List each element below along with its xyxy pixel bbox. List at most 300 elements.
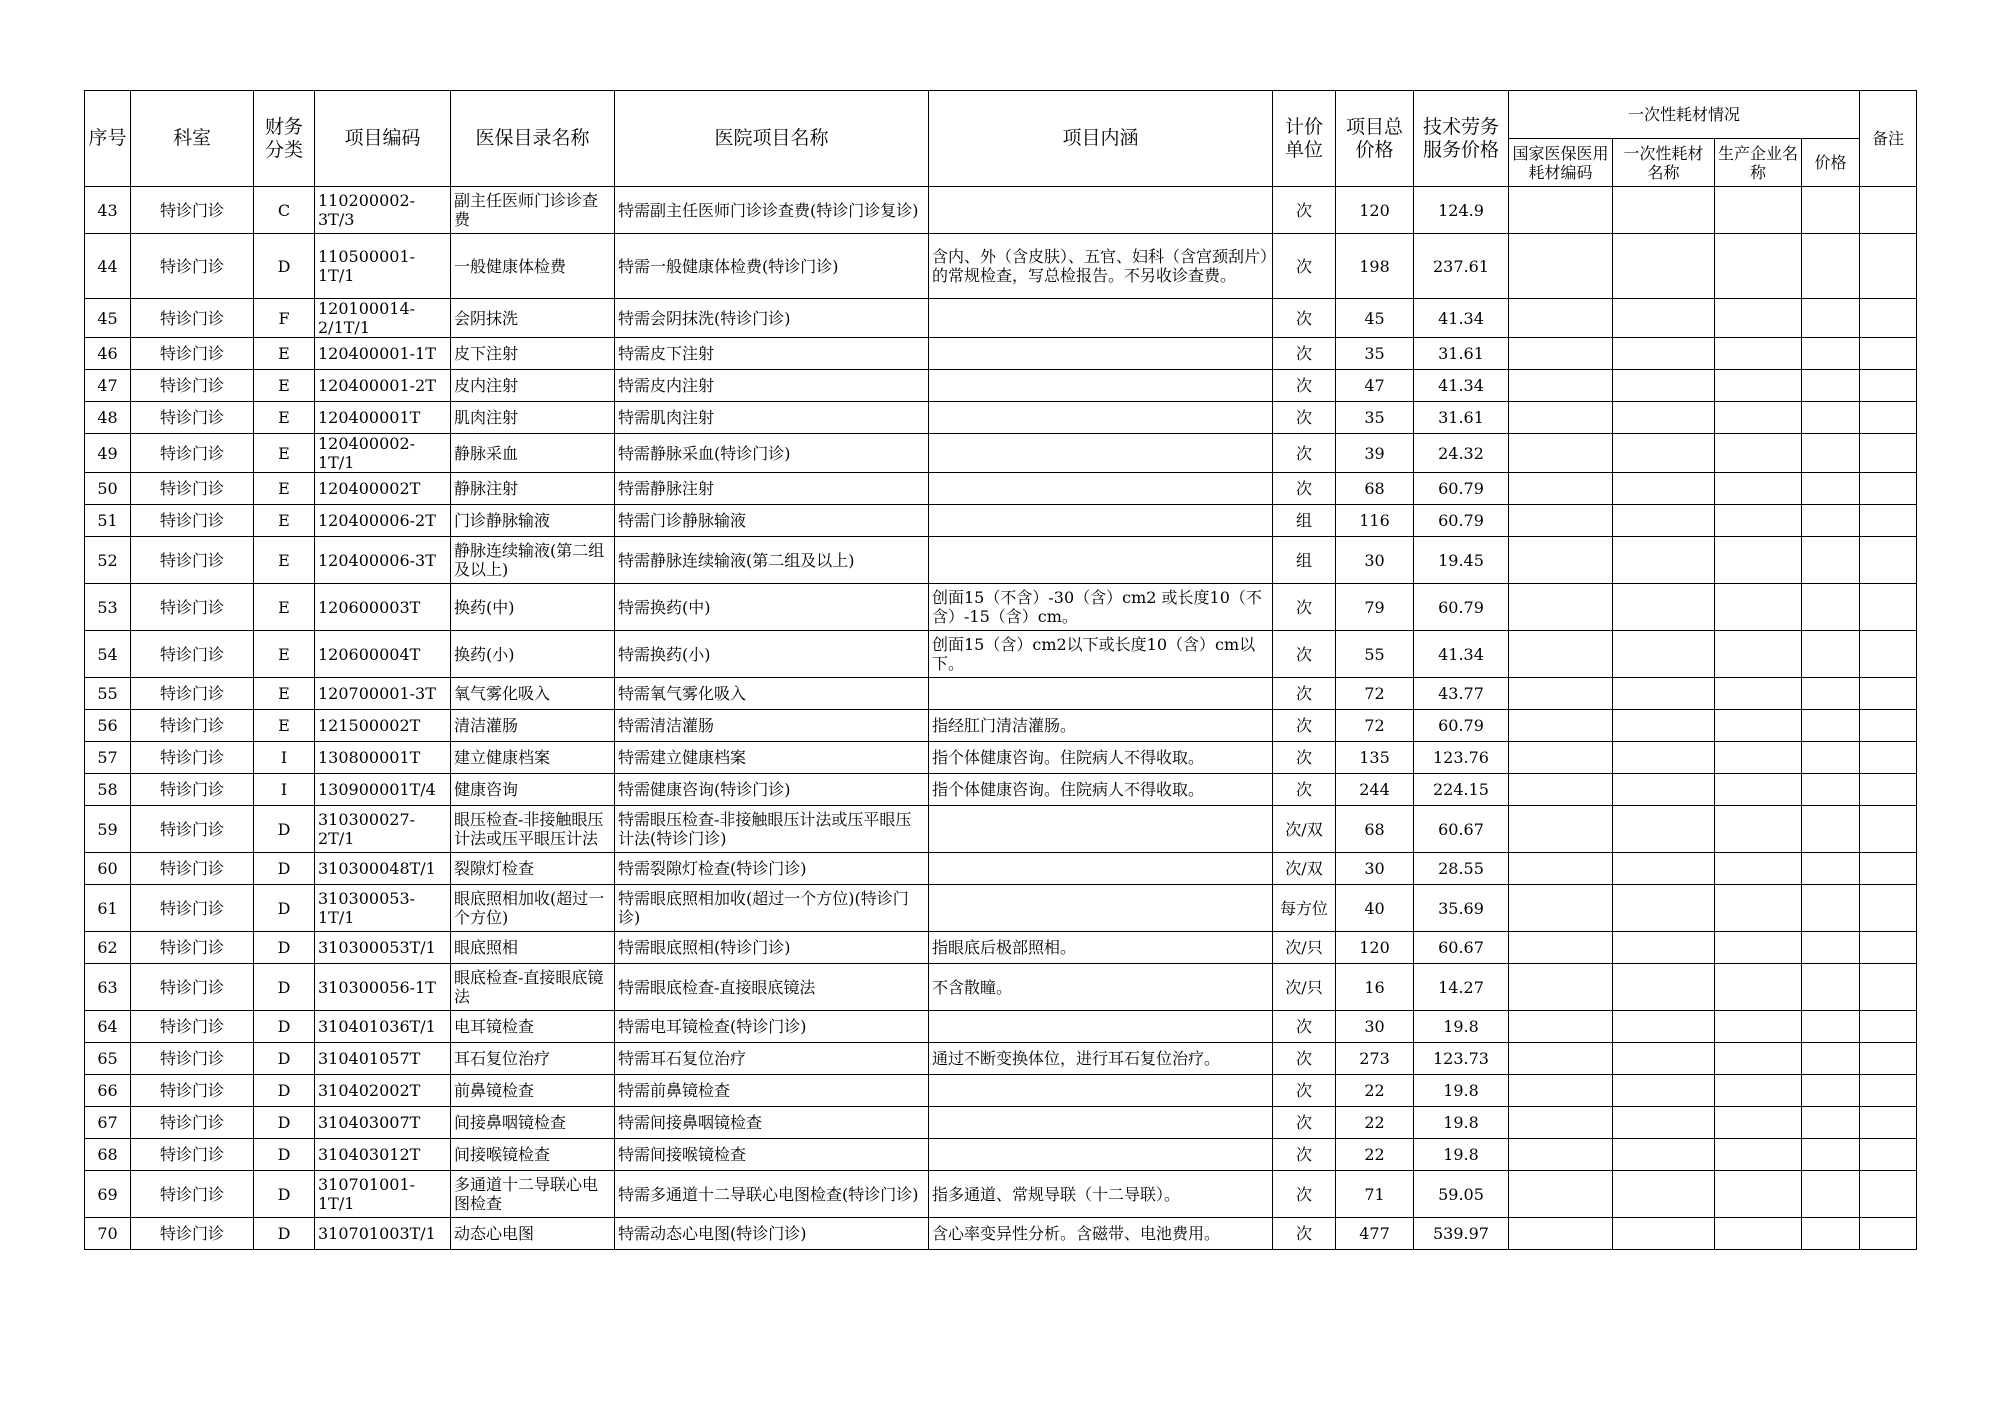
fin-category-cell: D	[254, 1218, 315, 1250]
insurance-name-cell: 眼底照相加收(超过一个方位)	[451, 885, 615, 932]
consumable-name-cell	[1613, 402, 1715, 434]
header-remark: 备注	[1860, 91, 1917, 187]
table-row	[85, 678, 1917, 710]
dept-cell: 特诊门诊	[131, 1011, 254, 1043]
insurance-name-cell: 静脉注射	[451, 473, 615, 505]
dept-cell: 特诊门诊	[131, 774, 254, 806]
seq-cell: 52	[85, 537, 131, 584]
consumable-maker-cell	[1715, 774, 1802, 806]
pricing-unit-cell: 次	[1273, 1075, 1336, 1107]
labor-price-cell: 539.97	[1414, 1218, 1509, 1250]
dept-cell: 特诊门诊	[131, 1107, 254, 1139]
header-cons-maker: 生产企业名称	[1715, 139, 1802, 187]
fin-category-cell: D	[254, 932, 315, 964]
pricing-unit-cell: 次	[1273, 631, 1336, 678]
item-code-cell: 310701001-1T/1	[315, 1171, 451, 1218]
insurance-name-cell: 换药(小)	[451, 631, 615, 678]
labor-price-cell: 19.8	[1414, 1011, 1509, 1043]
labor-price-cell: 19.8	[1414, 1139, 1509, 1171]
insurance-name-cell: 门诊静脉输液	[451, 505, 615, 537]
pricing-unit-cell: 次	[1273, 1218, 1336, 1250]
remark-cell	[1860, 1075, 1917, 1107]
consumable-price-cell	[1802, 710, 1860, 742]
remark-cell	[1860, 806, 1917, 853]
seq-cell: 70	[85, 1218, 131, 1250]
labor-price-cell: 60.79	[1414, 505, 1509, 537]
consumable-code-cell	[1509, 885, 1613, 932]
total-price-cell: 68	[1336, 806, 1414, 853]
header-cons-price: 价格	[1802, 139, 1860, 187]
total-price-cell: 16	[1336, 964, 1414, 1011]
item-content-cell: 指个体健康咨询。住院病人不得收取。	[929, 774, 1273, 806]
item-code-cell: 120400002T	[315, 473, 451, 505]
hospital-item-name-cell: 特需皮下注射	[615, 338, 929, 370]
total-price-cell: 47	[1336, 370, 1414, 402]
total-price-cell: 120	[1336, 932, 1414, 964]
pricing-unit-cell: 次	[1273, 299, 1336, 338]
dept-cell: 特诊门诊	[131, 742, 254, 774]
remark-cell	[1860, 932, 1917, 964]
item-content-cell: 通过不断变换体位，进行耳石复位治疗。	[929, 1043, 1273, 1075]
consumable-code-cell	[1509, 774, 1613, 806]
item-content-cell: 指眼底后极部照相。	[929, 932, 1273, 964]
hospital-item-name-cell: 特需门诊静脉输液	[615, 505, 929, 537]
consumable-maker-cell	[1715, 885, 1802, 932]
insurance-name-cell: 皮下注射	[451, 338, 615, 370]
consumable-name-cell	[1613, 1011, 1715, 1043]
total-price-cell: 22	[1336, 1139, 1414, 1171]
table-header	[85, 91, 1917, 187]
table-row	[85, 1218, 1917, 1250]
labor-price-cell: 124.9	[1414, 187, 1509, 234]
consumable-price-cell	[1802, 678, 1860, 710]
labor-price-cell: 59.05	[1414, 1171, 1509, 1218]
item-content-cell	[929, 1107, 1273, 1139]
item-code-cell: 120400002-1T/1	[315, 434, 451, 473]
seq-cell: 44	[85, 234, 131, 299]
remark-cell	[1860, 1139, 1917, 1171]
pricing-unit-cell: 次	[1273, 678, 1336, 710]
seq-cell: 50	[85, 473, 131, 505]
remark-cell	[1860, 1171, 1917, 1218]
labor-price-cell: 35.69	[1414, 885, 1509, 932]
consumable-price-cell	[1802, 806, 1860, 853]
item-content-cell	[929, 505, 1273, 537]
seq-cell: 60	[85, 853, 131, 885]
insurance-name-cell: 眼底检查-直接眼底镜法	[451, 964, 615, 1011]
total-price-cell: 35	[1336, 338, 1414, 370]
hospital-item-name-cell: 特需眼底照相加收(超过一个方位)(特诊门诊)	[615, 885, 929, 932]
consumable-maker-cell	[1715, 932, 1802, 964]
consumable-name-cell	[1613, 505, 1715, 537]
item-content-cell	[929, 1139, 1273, 1171]
consumable-price-cell	[1802, 473, 1860, 505]
dept-cell: 特诊门诊	[131, 710, 254, 742]
pricing-unit-cell: 次	[1273, 338, 1336, 370]
consumable-code-cell	[1509, 1043, 1613, 1075]
consumable-code-cell	[1509, 1011, 1613, 1043]
fin-category-cell: E	[254, 631, 315, 678]
labor-price-cell: 60.79	[1414, 584, 1509, 631]
consumable-name-cell	[1613, 584, 1715, 631]
consumable-maker-cell	[1715, 299, 1802, 338]
total-price-cell: 71	[1336, 1171, 1414, 1218]
labor-price-cell: 31.61	[1414, 338, 1509, 370]
insurance-name-cell: 皮内注射	[451, 370, 615, 402]
item-code-cell: 130900001T/4	[315, 774, 451, 806]
total-price-cell: 116	[1336, 505, 1414, 537]
consumable-maker-cell	[1715, 402, 1802, 434]
item-content-cell	[929, 434, 1273, 473]
total-price-cell: 30	[1336, 537, 1414, 584]
pricing-unit-cell: 每方位	[1273, 885, 1336, 932]
fin-category-cell: E	[254, 505, 315, 537]
hospital-item-name-cell: 特需静脉连续输液(第二组及以上)	[615, 537, 929, 584]
table-row	[85, 1043, 1917, 1075]
consumable-name-cell	[1613, 1075, 1715, 1107]
dept-cell: 特诊门诊	[131, 473, 254, 505]
total-price-cell: 244	[1336, 774, 1414, 806]
hospital-item-name-cell: 特需换药(中)	[615, 584, 929, 631]
labor-price-cell: 60.79	[1414, 473, 1509, 505]
insurance-name-cell: 清洁灌肠	[451, 710, 615, 742]
seq-cell: 67	[85, 1107, 131, 1139]
remark-cell	[1860, 1011, 1917, 1043]
labor-price-cell: 31.61	[1414, 402, 1509, 434]
fin-category-cell: E	[254, 338, 315, 370]
hospital-item-name-cell: 特需间接喉镜检查	[615, 1139, 929, 1171]
total-price-cell: 35	[1336, 402, 1414, 434]
consumable-name-cell	[1613, 885, 1715, 932]
dept-cell: 特诊门诊	[131, 806, 254, 853]
hospital-item-name-cell: 特需眼压检查-非接触眼压计法或压平眼压计法(特诊门诊)	[615, 806, 929, 853]
fin-category-cell: D	[254, 1107, 315, 1139]
seq-cell: 55	[85, 678, 131, 710]
item-code-cell: 310300053-1T/1	[315, 885, 451, 932]
table-row	[85, 1171, 1917, 1218]
insurance-name-cell: 眼底照相	[451, 932, 615, 964]
seq-cell: 69	[85, 1171, 131, 1218]
item-content-cell	[929, 537, 1273, 584]
consumable-maker-cell	[1715, 678, 1802, 710]
insurance-name-cell: 裂隙灯检查	[451, 853, 615, 885]
pricing-unit-cell: 次	[1273, 234, 1336, 299]
fin-category-cell: E	[254, 678, 315, 710]
header-code: 项目编码	[315, 91, 451, 187]
item-code-cell: 110500001-1T/1	[315, 234, 451, 299]
consumable-name-cell	[1613, 338, 1715, 370]
consumable-price-cell	[1802, 774, 1860, 806]
seq-cell: 68	[85, 1139, 131, 1171]
total-price-cell: 30	[1336, 1011, 1414, 1043]
consumable-code-cell	[1509, 710, 1613, 742]
pricing-unit-cell: 次/双	[1273, 853, 1336, 885]
consumable-maker-cell	[1715, 631, 1802, 678]
consumable-name-cell	[1613, 710, 1715, 742]
item-content-cell: 不含散瞳。	[929, 964, 1273, 1011]
labor-price-cell: 41.34	[1414, 631, 1509, 678]
consumable-name-cell	[1613, 1107, 1715, 1139]
consumable-name-cell	[1613, 853, 1715, 885]
fin-category-cell: D	[254, 964, 315, 1011]
table-row	[85, 434, 1917, 473]
insurance-name-cell: 建立健康档案	[451, 742, 615, 774]
item-code-cell: 310402002T	[315, 1075, 451, 1107]
item-code-cell: 110200002-3T/3	[315, 187, 451, 234]
total-price-cell: 45	[1336, 299, 1414, 338]
consumable-price-cell	[1802, 299, 1860, 338]
remark-cell	[1860, 631, 1917, 678]
remark-cell	[1860, 964, 1917, 1011]
total-price-cell: 55	[1336, 631, 1414, 678]
consumable-price-cell	[1802, 932, 1860, 964]
dept-cell: 特诊门诊	[131, 584, 254, 631]
fin-category-cell: E	[254, 710, 315, 742]
price-table-sheet	[84, 90, 1916, 1250]
item-content-cell: 含心率变异性分析。含磁带、电池费用。	[929, 1218, 1273, 1250]
insurance-name-cell: 健康咨询	[451, 774, 615, 806]
remark-cell	[1860, 338, 1917, 370]
total-price-cell: 79	[1336, 584, 1414, 631]
insurance-name-cell: 副主任医师门诊诊查费	[451, 187, 615, 234]
fin-category-cell: E	[254, 370, 315, 402]
consumable-name-cell	[1613, 932, 1715, 964]
consumable-price-cell	[1802, 1107, 1860, 1139]
labor-price-cell: 224.15	[1414, 774, 1509, 806]
item-code-cell: 120600004T	[315, 631, 451, 678]
consumable-code-cell	[1509, 299, 1613, 338]
remark-cell	[1860, 187, 1917, 234]
insurance-name-cell: 会阴抹洗	[451, 299, 615, 338]
table-row	[85, 370, 1917, 402]
seq-cell: 53	[85, 584, 131, 631]
consumable-code-cell	[1509, 1075, 1613, 1107]
header-fin: 财务分类	[254, 91, 315, 187]
consumable-code-cell	[1509, 370, 1613, 402]
dept-cell: 特诊门诊	[131, 234, 254, 299]
table-row	[85, 505, 1917, 537]
remark-cell	[1860, 853, 1917, 885]
consumable-code-cell	[1509, 964, 1613, 1011]
consumable-price-cell	[1802, 885, 1860, 932]
hospital-item-name-cell: 特需肌肉注射	[615, 402, 929, 434]
total-price-cell: 120	[1336, 187, 1414, 234]
seq-cell: 54	[85, 631, 131, 678]
seq-cell: 58	[85, 774, 131, 806]
item-code-cell: 120700001-3T	[315, 678, 451, 710]
header-hosp-name: 医院项目名称	[615, 91, 929, 187]
pricing-unit-cell: 次/双	[1273, 806, 1336, 853]
pricing-unit-cell: 次	[1273, 187, 1336, 234]
remark-cell	[1860, 885, 1917, 932]
table-row	[85, 1107, 1917, 1139]
consumable-price-cell	[1802, 187, 1860, 234]
consumable-code-cell	[1509, 505, 1613, 537]
seq-cell: 45	[85, 299, 131, 338]
fin-category-cell: D	[254, 1139, 315, 1171]
insurance-name-cell: 氧气雾化吸入	[451, 678, 615, 710]
labor-price-cell: 24.32	[1414, 434, 1509, 473]
item-content-cell: 创面15（含）cm2以下或长度10（含）cm以下。	[929, 631, 1273, 678]
insurance-name-cell: 耳石复位治疗	[451, 1043, 615, 1075]
insurance-name-cell: 电耳镜检查	[451, 1011, 615, 1043]
header-labor-price: 技术劳务服务价格	[1414, 91, 1509, 187]
consumable-name-cell	[1613, 370, 1715, 402]
remark-cell	[1860, 505, 1917, 537]
header-content: 项目内涵	[929, 91, 1273, 187]
seq-cell: 63	[85, 964, 131, 1011]
dept-cell: 特诊门诊	[131, 338, 254, 370]
item-content-cell	[929, 338, 1273, 370]
consumable-code-cell	[1509, 1218, 1613, 1250]
hospital-item-name-cell: 特需多通道十二导联心电图检查(特诊门诊)	[615, 1171, 929, 1218]
consumable-code-cell	[1509, 1171, 1613, 1218]
pricing-unit-cell: 次	[1273, 742, 1336, 774]
remark-cell	[1860, 234, 1917, 299]
hospital-item-name-cell: 特需健康咨询(特诊门诊)	[615, 774, 929, 806]
insurance-name-cell: 前鼻镜检查	[451, 1075, 615, 1107]
pricing-unit-cell: 次	[1273, 1011, 1336, 1043]
fin-category-cell: E	[254, 537, 315, 584]
dept-cell: 特诊门诊	[131, 370, 254, 402]
pricing-unit-cell: 次	[1273, 584, 1336, 631]
consumable-name-cell	[1613, 187, 1715, 234]
item-code-cell: 310701003T/1	[315, 1218, 451, 1250]
seq-cell: 47	[85, 370, 131, 402]
consumable-name-cell	[1613, 299, 1715, 338]
table-row	[85, 402, 1917, 434]
item-code-cell: 120100014-2/1T/1	[315, 299, 451, 338]
consumable-price-cell	[1802, 338, 1860, 370]
consumable-code-cell	[1509, 187, 1613, 234]
pricing-unit-cell: 组	[1273, 537, 1336, 584]
total-price-cell: 22	[1336, 1107, 1414, 1139]
hospital-item-name-cell: 特需静脉注射	[615, 473, 929, 505]
pricing-unit-cell: 次/只	[1273, 932, 1336, 964]
consumable-maker-cell	[1715, 1011, 1802, 1043]
item-content-cell	[929, 806, 1273, 853]
seq-cell: 49	[85, 434, 131, 473]
consumable-maker-cell	[1715, 505, 1802, 537]
consumable-name-cell	[1613, 806, 1715, 853]
labor-price-cell: 14.27	[1414, 964, 1509, 1011]
consumable-price-cell	[1802, 434, 1860, 473]
consumable-maker-cell	[1715, 1107, 1802, 1139]
consumable-price-cell	[1802, 370, 1860, 402]
item-code-cell: 310300048T/1	[315, 853, 451, 885]
consumable-maker-cell	[1715, 853, 1802, 885]
remark-cell	[1860, 402, 1917, 434]
fin-category-cell: I	[254, 742, 315, 774]
consumable-code-cell	[1509, 537, 1613, 584]
seq-cell: 48	[85, 402, 131, 434]
dept-cell: 特诊门诊	[131, 434, 254, 473]
hospital-item-name-cell: 特需氧气雾化吸入	[615, 678, 929, 710]
item-code-cell: 130800001T	[315, 742, 451, 774]
price-table	[84, 90, 1917, 1250]
item-content-cell	[929, 1011, 1273, 1043]
pricing-unit-cell: 次/只	[1273, 964, 1336, 1011]
remark-cell	[1860, 1107, 1917, 1139]
table-row	[85, 885, 1917, 932]
labor-price-cell: 237.61	[1414, 234, 1509, 299]
consumable-name-cell	[1613, 742, 1715, 774]
dept-cell: 特诊门诊	[131, 505, 254, 537]
consumable-name-cell	[1613, 434, 1715, 473]
item-content-cell	[929, 370, 1273, 402]
insurance-name-cell: 一般健康体检费	[451, 234, 615, 299]
table-row	[85, 1075, 1917, 1107]
dept-cell: 特诊门诊	[131, 537, 254, 584]
consumable-code-cell	[1509, 1107, 1613, 1139]
item-code-cell: 121500002T	[315, 710, 451, 742]
consumable-price-cell	[1802, 1139, 1860, 1171]
item-code-cell: 120400006-2T	[315, 505, 451, 537]
seq-cell: 43	[85, 187, 131, 234]
item-code-cell: 120400006-3T	[315, 537, 451, 584]
fin-category-cell: E	[254, 402, 315, 434]
consumable-name-cell	[1613, 234, 1715, 299]
consumable-name-cell	[1613, 631, 1715, 678]
table-row	[85, 584, 1917, 631]
hospital-item-name-cell: 特需裂隙灯检查(特诊门诊)	[615, 853, 929, 885]
pricing-unit-cell: 组	[1273, 505, 1336, 537]
fin-category-cell: D	[254, 853, 315, 885]
dept-cell: 特诊门诊	[131, 853, 254, 885]
total-price-cell: 198	[1336, 234, 1414, 299]
dept-cell: 特诊门诊	[131, 1139, 254, 1171]
dept-cell: 特诊门诊	[131, 1171, 254, 1218]
pricing-unit-cell: 次	[1273, 1139, 1336, 1171]
table-row	[85, 932, 1917, 964]
remark-cell	[1860, 742, 1917, 774]
table-row	[85, 187, 1917, 234]
consumable-price-cell	[1802, 1011, 1860, 1043]
dept-cell: 特诊门诊	[131, 964, 254, 1011]
table-row	[85, 964, 1917, 1011]
hospital-item-name-cell: 特需建立健康档案	[615, 742, 929, 774]
consumable-price-cell	[1802, 853, 1860, 885]
seq-cell: 59	[85, 806, 131, 853]
seq-cell: 46	[85, 338, 131, 370]
header-cons-name: 一次性耗材名称	[1613, 139, 1715, 187]
header-total-price: 项目总价格	[1336, 91, 1414, 187]
seq-cell: 66	[85, 1075, 131, 1107]
table-row	[85, 710, 1917, 742]
consumable-price-cell	[1802, 631, 1860, 678]
consumable-maker-cell	[1715, 584, 1802, 631]
consumable-maker-cell	[1715, 710, 1802, 742]
fin-category-cell: D	[254, 806, 315, 853]
fin-category-cell: C	[254, 187, 315, 234]
hospital-item-name-cell: 特需耳石复位治疗	[615, 1043, 929, 1075]
consumable-maker-cell	[1715, 1075, 1802, 1107]
consumable-code-cell	[1509, 742, 1613, 774]
remark-cell	[1860, 678, 1917, 710]
pricing-unit-cell: 次	[1273, 434, 1336, 473]
dept-cell: 特诊门诊	[131, 932, 254, 964]
total-price-cell: 135	[1336, 742, 1414, 774]
total-price-cell: 68	[1336, 473, 1414, 505]
consumable-name-cell	[1613, 774, 1715, 806]
consumable-maker-cell	[1715, 537, 1802, 584]
hospital-item-name-cell: 特需眼底照相(特诊门诊)	[615, 932, 929, 964]
consumable-price-cell	[1802, 1075, 1860, 1107]
total-price-cell: 72	[1336, 678, 1414, 710]
consumable-price-cell	[1802, 584, 1860, 631]
insurance-name-cell: 换药(中)	[451, 584, 615, 631]
remark-cell	[1860, 774, 1917, 806]
